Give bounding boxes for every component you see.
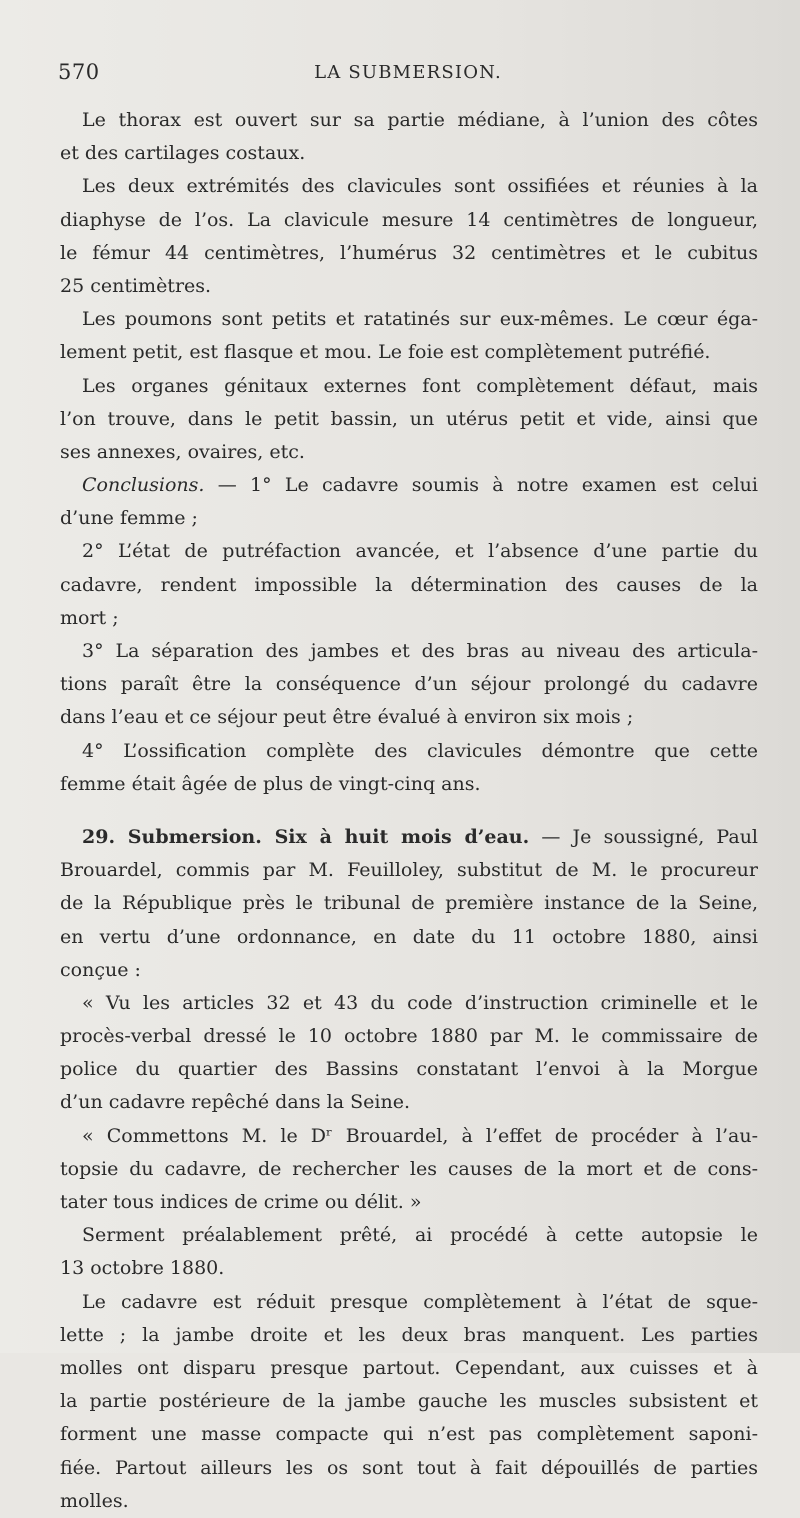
text-line: le fémur 44 centimètres, l’humérus 32 centimètres et le cubitus — [60, 241, 758, 264]
page-number: 570 — [58, 60, 100, 84]
paragraph — [60, 1219, 758, 1285]
text-line: 2° L’état de putréfaction avancée, et l’absence d’une partie du — [82, 540, 758, 563]
text-line: et des cartilages costaux. — [60, 142, 306, 165]
text-line: molles. — [60, 1489, 129, 1512]
text-line: Le cadavre est réduit presque complètement à l’état de sque- — [82, 1290, 758, 1313]
section-gap — [60, 801, 758, 821]
text-line: d’un cadavre repêché dans la Seine. — [60, 1091, 410, 1114]
paragraph — [60, 635, 758, 735]
paragraph — [60, 303, 758, 369]
paragraph — [60, 821, 758, 987]
text-line: Les organes génitaux externes font complètement défaut, mais — [82, 374, 758, 397]
text-line: Les poumons sont petits et ratatinés sur eux-mêmes. Le cœur éga- — [82, 308, 758, 331]
text-line: l’on trouve, dans le petit bassin, un utérus petit et vide, ainsi que — [60, 407, 758, 430]
page-header — [58, 60, 758, 90]
text-line: dans l’eau et ce séjour peut être évalué à environ six mois ; — [60, 706, 634, 729]
text-line: 3° La séparation des jambes et des bras au niveau des articula- — [82, 640, 758, 662]
paragraph — [60, 1286, 758, 1518]
text-line: fiée. Partout ailleurs les os sont tout à fait dépouillés de parties — [60, 1456, 758, 1479]
text-line: molles ont disparu presque partout. Cependant, aux cuisses et à — [60, 1356, 758, 1379]
text-line: 13 octobre 1880. — [60, 1257, 225, 1280]
text-line: 25 centimètres. — [60, 274, 212, 297]
text-line: Les deux extrémités des clavicules sont ossifiées et réunies à la — [82, 175, 758, 198]
text-line: topsie du cadavre, de rechercher les causes de la mort et de cons- — [60, 1157, 758, 1180]
text-line: diaphyse de l’os. La clavicule mesure 14 centimètres de longueur, — [60, 208, 758, 231]
page-body — [60, 104, 758, 1518]
text-line: lement petit, est flasque et mou. Le foie est complètement putréfié. — [60, 341, 711, 364]
paragraph — [60, 535, 758, 635]
line-text: — Je soussigné, Paul — [529, 825, 759, 848]
paragraph — [60, 1120, 758, 1220]
text-line: de la République près le tribunal de première instance de la Seine, — [60, 892, 758, 915]
text-line: 4° L’ossification complète des clavicules démontre que cette — [82, 739, 758, 762]
running-head: LA SUBMERSION. — [314, 62, 502, 83]
text-line: mort ; — [60, 606, 119, 629]
text-line: Brouardel, commis par M. Feuilloley, substitut de M. le procureur — [60, 859, 758, 882]
section-heading: 29. Submersion. Six à huit mois d’eau. — [82, 825, 530, 848]
text-line: « Vu les articles 32 et 43 du code d’instruction criminelle et le — [82, 991, 758, 1014]
text-line: police du quartier des Bassins constatant l’envoi à la Morgue — [60, 1058, 758, 1081]
text-line: ses annexes, ovaires, etc. — [60, 440, 305, 463]
paragraph — [60, 469, 758, 535]
italic-lead: Conclusions. — [82, 474, 205, 497]
text-line: cadavre, rendent impossible la détermination des causes de la — [60, 573, 758, 596]
paragraph — [60, 170, 758, 303]
text-line — [60, 821, 758, 854]
paragraph — [60, 735, 758, 801]
text-line: procès-verbal dressé le 10 octobre 1880 par M. le commissaire de — [60, 1025, 758, 1048]
text-line: tions paraît être la conséquence d’un séjour prolongé du cadavre — [60, 673, 758, 696]
paragraph — [60, 104, 758, 170]
text-line: Le thorax est ouvert sur sa partie médiane, à l’union des côtes — [82, 109, 758, 131]
text-line: « Commettons M. le Dʳ Brouardel, à l’effet de procéder à l’au- — [82, 1124, 758, 1147]
text-line: en vertu d’une ordonnance, en date du 11 octobre 1880, ainsi — [60, 925, 758, 948]
text-line: Serment préalablement prêté, ai procédé à cette autopsie le — [82, 1224, 758, 1247]
text-line — [60, 469, 758, 502]
line-text: — 1° Le cadavre soumis à notre examen est celui — [204, 474, 758, 497]
paragraph — [60, 987, 758, 1120]
text-line: conçue : — [60, 958, 141, 981]
text-line: tater tous indices de crime ou délit. » — [60, 1191, 422, 1213]
text-line: femme était âgée de plus de vingt-cinq ans. — [60, 772, 481, 795]
text-line: forment une masse compacte qui n’est pas complètement saponi- — [60, 1423, 758, 1446]
text-line: d’une femme ; — [60, 507, 198, 530]
paragraph — [60, 370, 758, 470]
text-line: la partie postérieure de la jambe gauche les muscles subsistent et — [60, 1390, 758, 1413]
text-line: lette ; la jambe droite et les deux bras manquent. Les parties — [60, 1323, 758, 1346]
